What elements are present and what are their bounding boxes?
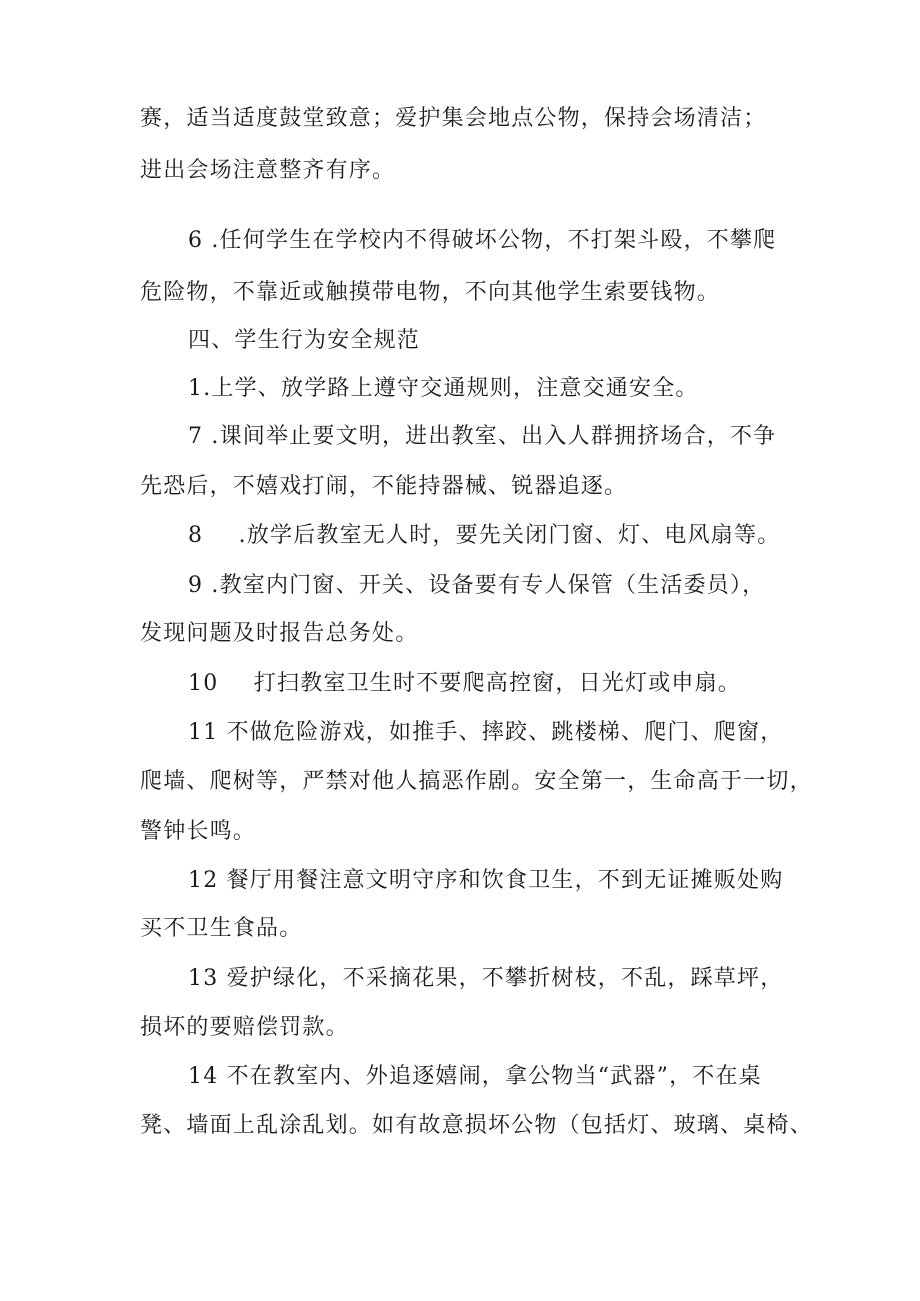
text-line: 进出会场注意整齐有序。 [140,158,396,183]
text-line: 9 .教室内门窗、开关、设备要有专人保管（生活委员）， [188,573,766,598]
text-line: 赛，适当适度鼓堂致意；爱护集会地点公物，保持会场清洁； [140,106,767,131]
section-heading: 四、学生行为安全规范 [188,328,421,353]
text-line: 10 打扫教室卫生时不要爬高控窗，日光灯或申扇。 [188,671,741,696]
text-line: 13 爱护绿化，不采摘花果，不攀折树枝，不乱，踩草坪， [188,966,784,991]
text-line: 11 不做危险游戏，如推手、摔跤、跳楼梯、爬门、爬窗， [188,720,784,745]
text-line: 凳、墙面上乱涂乱划。如有故意损坏公物（包括灯、玻璃、桌椅、 [140,1113,813,1138]
text-line: 12 餐厅用餐注意文明守序和饮食卫生，不到无证摊贩处购 [188,868,784,893]
text-line: 损坏的要赔偿罚款。 [140,1015,349,1040]
text-line: 14 不在教室内、外追逐嬉闹，拿公物当“武器”，不在桌 [188,1064,762,1089]
text-line: 先恐后，不嬉戏打闹，不能持器械、锐器追逐。 [140,474,628,499]
text-line: 7 .课间举止要文明，进出教室、出入人群拥挤场合，不争 [188,424,777,449]
text-line: 1.上学、放学路上遵守交通规则，注意交通安全。 [188,376,699,401]
text-line: 8 .放学后教室无人时，要先关闭门窗、灯、电风扇等。 [188,523,781,548]
text-line: 危险物，不靠近或触摸带电物，不向其他学生索要钱物。 [140,280,721,305]
text-line: 买不卫生食品。 [140,916,303,941]
text-line: 发现问题及时报告总务处。 [140,621,419,646]
text-line: 警钟长鸣。 [140,819,257,844]
text-line: 爬墙、爬树等，严禁对他人搞恶作剧。安全第一，生命高于一切， [140,769,813,794]
text-line: 6 .任何学生在学校内不得破坏公物，不打架斗殴，不攀爬 [188,228,777,253]
